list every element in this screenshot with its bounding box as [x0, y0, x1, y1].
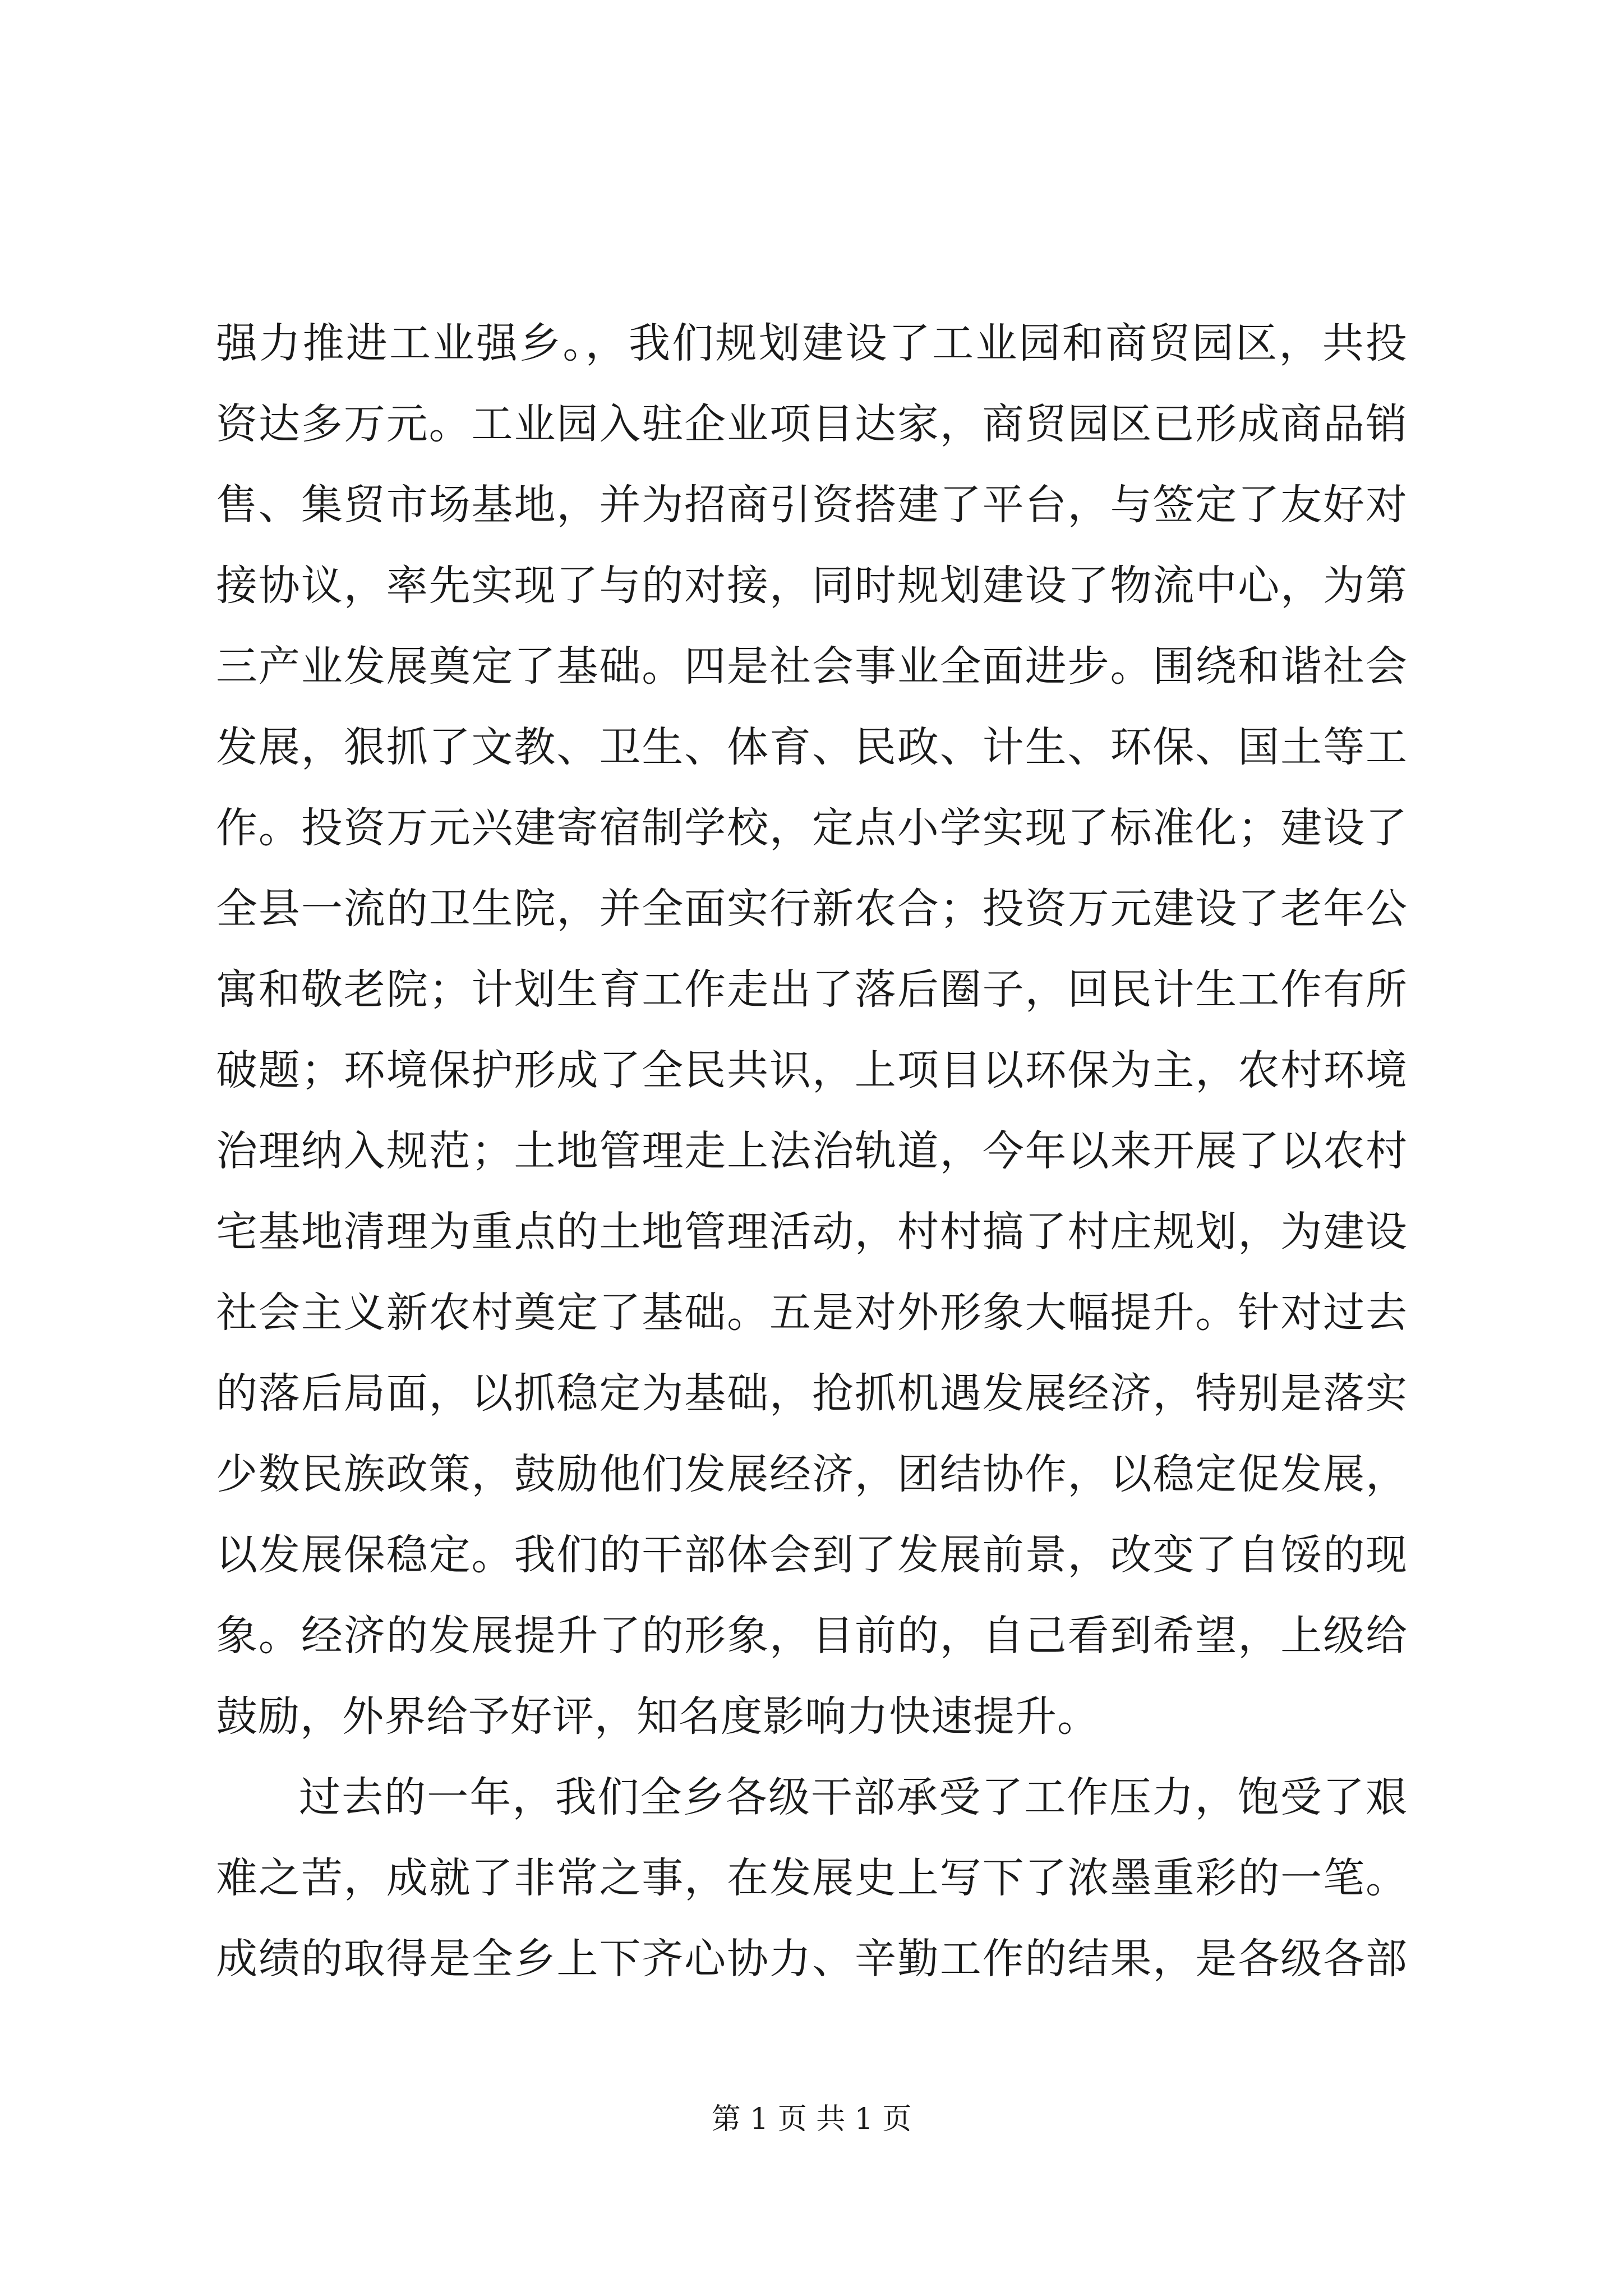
- text-line: 过去的一年，我们全乡各级干部承受了工作压力，饱受了艰: [299, 1773, 1408, 1821]
- text-line: 宅基地清理为重点的土地管理活动，村村搞了村庄规划，为建设: [216, 1208, 1408, 1256]
- body-text: [216, 303, 1408, 1999]
- text-line: 售、集贸市场基地，并为招商引资搭建了平台，与签定了友好对: [216, 481, 1408, 529]
- text-line: 治理纳入规范；土地管理走上法治轨道，今年以来开展了以农村: [216, 1127, 1408, 1175]
- page-footer: 第 1 页 共 1 页: [711, 2102, 912, 2136]
- text-line: 资达多万元。工业园入驻企业项目达家，商贸园区已形成商品销: [216, 400, 1408, 448]
- text-line: 全县一流的卫生院，并全面实行新农合；投资万元建设了老年公: [216, 885, 1408, 933]
- text-line: 少数民族政策，鼓励他们发展经济，团结协作，以稳定促发展，: [216, 1450, 1408, 1498]
- text-line: 发展，狠抓了文教、卫生、体育、民政、计生、环保、国土等工: [216, 723, 1408, 771]
- text-line: 象。经济的发展提升了的形象，目前的，自己看到希望，上级给: [216, 1612, 1408, 1660]
- text-line: 难之苦，成就了非常之事，在发展史上写下了浓墨重彩的一笔。: [216, 1854, 1408, 1902]
- text-line: 作。投资万元兴建寄宿制学校，定点小学实现了标准化；建设了: [216, 804, 1408, 852]
- text-line: 社会主义新农村奠定了基础。五是对外形象大幅提升。针对过去: [216, 1289, 1408, 1337]
- text-line: 强力推进工业强乡。，我们规划建设了工业园和商贸园区，共投: [216, 319, 1408, 367]
- text-line: 破题；环境保护形成了全民共识，上项目以环保为主，农村环境: [216, 1046, 1408, 1094]
- text-line: 寓和敬老院；计划生育工作走出了落后圈子，回民计生工作有所: [216, 965, 1408, 1014]
- text-line: 的落后局面，以抓稳定为基础，抢抓机遇发展经济，特别是落实: [216, 1369, 1408, 1418]
- text-line: 以发展保稳定。我们的干部体会到了发展前景，改变了自馁的现: [216, 1531, 1408, 1579]
- text-line: 鼓励，外界给予好评，知名度影响力快速提升。: [216, 1692, 1099, 1741]
- paragraph: [216, 1757, 1408, 1999]
- paragraph: [216, 303, 1408, 1757]
- text-line: 三产业发展奠定了基础。四是社会事业全面进步。围绕和谐社会: [216, 642, 1408, 691]
- text-line: 接协议，率先实现了与的对接，同时规划建设了物流中心，为第: [216, 562, 1408, 610]
- text-line: 成绩的取得是全乡上下齐心协力、辛勤工作的结果，是各级各部: [216, 1935, 1408, 1983]
